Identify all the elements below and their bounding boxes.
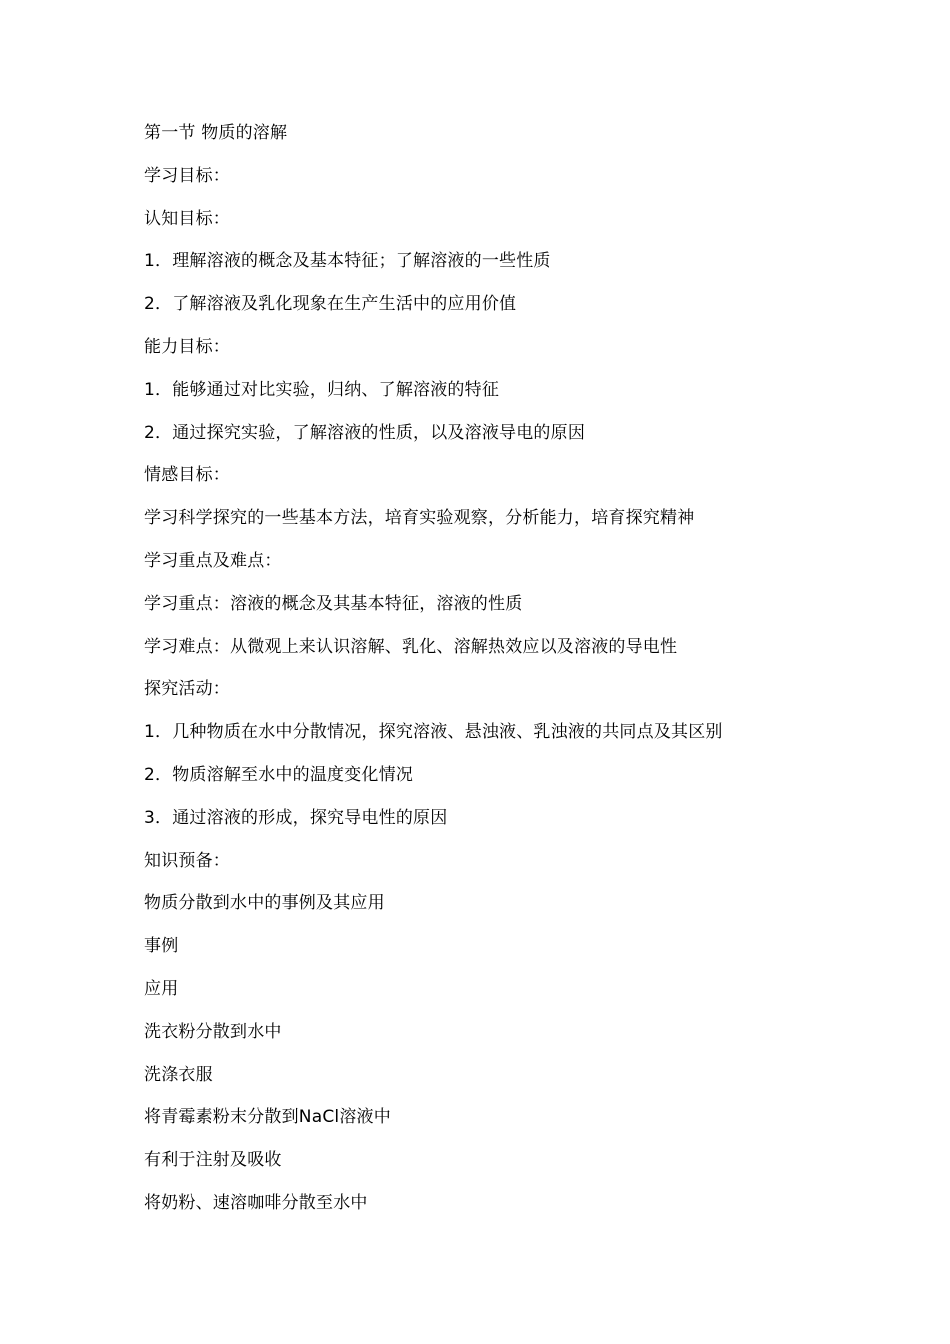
- example-2: 将青霉素粉末分散到NaCl溶液中: [144, 1107, 391, 1128]
- inquiry-activity-2: 2．物质溶解至水中的温度变化情况: [144, 764, 414, 785]
- heading-cognitive-goals: 认知目标：: [144, 208, 230, 229]
- key-point-text: 学习重点：溶液的概念及其基本特征，溶液的性质: [144, 593, 523, 614]
- heading-emotional-goals: 情感目标：: [144, 465, 230, 486]
- knowledge-prep-intro: 物质分散到水中的事例及其应用: [144, 893, 385, 914]
- heading-learning-goals: 学习目标：: [144, 165, 230, 186]
- document-body: [144, 118, 844, 1231]
- heading-key-points: 学习重点及难点：: [144, 550, 282, 571]
- heading-ability-goals: 能力目标：: [144, 336, 230, 357]
- example-1: 洗衣粉分散到水中: [144, 1021, 282, 1042]
- application-2: 有利于注射及吸收: [144, 1150, 282, 1171]
- cognitive-goal-2: 2．了解溶液及乳化现象在生产生活中的应用价值: [144, 294, 517, 315]
- table-header-example: 事例: [144, 936, 179, 957]
- inquiry-activity-3: 3．通过溶液的形成，探究导电性的原因: [144, 807, 448, 828]
- ability-goal-2: 2．通过探究实验，了解溶液的性质，以及溶液导电的原因: [144, 422, 586, 443]
- ability-goal-1: 1．能够通过对比实验，归纳、了解溶液的特征: [144, 379, 500, 400]
- difficult-point-text: 学习难点：从微观上来认识溶解、乳化、溶解热效应以及溶液的导电性: [144, 636, 678, 657]
- heading-inquiry-activities: 探究活动：: [144, 679, 230, 700]
- section-title: 第一节 物质的溶解: [144, 123, 288, 143]
- example-3: 将奶粉、速溶咖啡分散至水中: [144, 1192, 368, 1213]
- application-1: 洗涤衣服: [144, 1064, 213, 1085]
- emotional-goal-text: 学习科学探究的一些基本方法，培育实验观察，分析能力，培育探究精神: [144, 508, 695, 529]
- cognitive-goal-1: 1．理解溶液的概念及基本特征；了解溶液的一些性质: [144, 251, 551, 272]
- inquiry-activity-1: 1．几种物质在水中分散情况，探究溶液、悬浊液、乳浊液的共同点及其区别: [144, 722, 723, 743]
- heading-knowledge-prep: 知识预备：: [144, 850, 230, 871]
- table-header-application: 应用: [144, 978, 179, 999]
